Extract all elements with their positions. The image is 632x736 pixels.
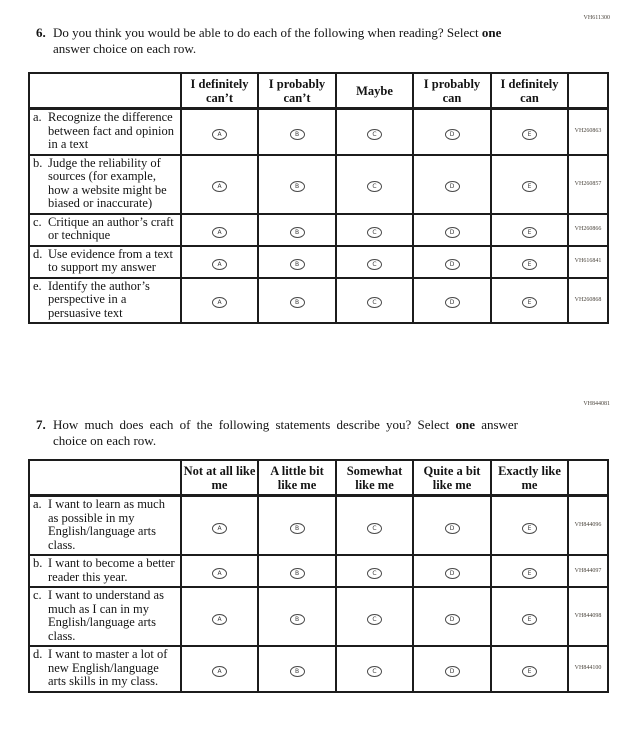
answer-bubble-c[interactable]: C <box>367 259 382 270</box>
row-label: I want to become a better reader this year. <box>48 556 175 584</box>
question-text: How much does each of the following statements describe you? Select one answer choice on each row. <box>53 417 519 448</box>
question-6-code: VH611300 <box>583 15 610 21</box>
answer-bubble-d[interactable]: D <box>445 227 460 238</box>
row-label: Identify the author’s perspective in a persuasive text <box>48 278 150 320</box>
column-header: I probably can’t <box>258 73 336 109</box>
answer-bubble-e[interactable]: E <box>522 129 537 140</box>
response-matrix-q7 <box>28 459 609 693</box>
answer-bubble-d[interactable]: D <box>445 297 460 308</box>
item-code: VH260868 <box>568 278 608 324</box>
table-row <box>29 555 608 587</box>
item-code: VH844098 <box>568 587 608 646</box>
row-label: Critique an author’s craft or technique <box>48 214 174 242</box>
question-7-prompt <box>36 417 632 449</box>
empty-header-cell <box>29 460 181 496</box>
answer-bubble-b[interactable]: B <box>290 259 305 270</box>
answer-bubble-b[interactable]: B <box>290 227 305 238</box>
column-header: Quite a bit like me <box>413 460 491 496</box>
question-6-prompt <box>36 25 632 57</box>
answer-bubble-b[interactable]: B <box>290 666 305 677</box>
answer-bubble-a[interactable]: A <box>212 666 227 677</box>
question-6 <box>0 15 632 324</box>
answer-bubble-c[interactable]: C <box>367 568 382 579</box>
table-row <box>29 214 608 246</box>
answer-bubble-a[interactable]: A <box>212 259 227 270</box>
answer-bubble-e[interactable]: E <box>522 666 537 677</box>
row-label: I want to understand as much as I can in my English/language arts class. <box>48 588 164 643</box>
row-letter: a. <box>33 110 42 124</box>
question-7 <box>0 401 632 693</box>
row-letter: d. <box>33 647 43 661</box>
answer-bubble-d[interactable]: D <box>445 523 460 534</box>
table-row <box>29 496 608 556</box>
item-code: VH844100 <box>568 646 608 692</box>
answer-bubble-c[interactable]: C <box>367 523 382 534</box>
column-header: Exactly like me <box>491 460 568 496</box>
answer-bubble-c[interactable]: C <box>367 181 382 192</box>
item-code: VH260863 <box>568 109 608 155</box>
column-header: A little bit like me <box>258 460 336 496</box>
answer-bubble-d[interactable]: D <box>445 129 460 140</box>
row-letter: c. <box>33 588 42 602</box>
answer-bubble-c[interactable]: C <box>367 666 382 677</box>
answer-bubble-e[interactable]: E <box>522 614 537 625</box>
answer-bubble-c[interactable]: C <box>367 297 382 308</box>
answer-bubble-d[interactable]: D <box>445 568 460 579</box>
row-label: I want to master a lot of new English/​language arts skills in my class. <box>48 647 168 688</box>
answer-bubble-b[interactable]: B <box>290 129 305 140</box>
answer-bubble-b[interactable]: B <box>290 181 305 192</box>
header-row <box>29 460 608 496</box>
empty-header-cell <box>29 73 181 109</box>
table-row <box>29 246 608 278</box>
row-label: Recognize the difference between fact and opinion in a text <box>48 110 174 151</box>
answer-bubble-d[interactable]: D <box>445 181 460 192</box>
table-row <box>29 278 608 324</box>
answer-bubble-e[interactable]: E <box>522 568 537 579</box>
question-number: 7. <box>36 417 46 432</box>
header-row <box>29 73 608 109</box>
answer-bubble-d[interactable]: D <box>445 614 460 625</box>
answer-bubble-a[interactable]: A <box>212 297 227 308</box>
row-letter: c. <box>33 214 42 229</box>
answer-bubble-e[interactable]: E <box>522 227 537 238</box>
item-code: VH616841 <box>568 246 608 278</box>
item-code: VH844097 <box>568 555 608 587</box>
answer-bubble-a[interactable]: A <box>212 181 227 192</box>
row-letter: e. <box>33 278 42 293</box>
answer-bubble-c[interactable]: C <box>367 129 382 140</box>
empty-header-cell <box>568 73 608 109</box>
row-letter: b. <box>33 155 43 170</box>
answer-bubble-d[interactable]: D <box>445 666 460 677</box>
row-letter: b. <box>33 556 43 570</box>
row-letter: d. <box>33 246 43 261</box>
empty-header-cell <box>568 460 608 496</box>
question-text: Do you think you would be able to do each of the following when reading? Select one answer choice on each row. <box>53 25 502 56</box>
answer-bubble-a[interactable]: A <box>212 568 227 579</box>
answer-bubble-e[interactable]: E <box>522 523 537 534</box>
item-code: VH844096 <box>568 496 608 556</box>
answer-bubble-b[interactable]: B <box>290 297 305 308</box>
answer-bubble-a[interactable]: A <box>212 614 227 625</box>
answer-bubble-a[interactable]: A <box>212 129 227 140</box>
answer-bubble-a[interactable]: A <box>212 227 227 238</box>
column-header: I definitely can <box>491 73 568 109</box>
answer-bubble-e[interactable]: E <box>522 259 537 270</box>
row-label: I want to learn as much as possible in my English/language arts class. <box>48 497 165 552</box>
answer-bubble-e[interactable]: E <box>522 181 537 192</box>
item-code: VH260857 <box>568 155 608 214</box>
answer-bubble-a[interactable]: A <box>212 523 227 534</box>
row-label: Use evidence from a text to support my answer <box>48 246 173 274</box>
column-header: I definitely can’t <box>181 73 258 109</box>
row-label: Judge the reliability of sources (for example, how a website might be biased or inaccurate) <box>48 155 167 210</box>
table-row <box>29 109 608 155</box>
column-header: I probably can <box>413 73 491 109</box>
answer-bubble-b[interactable]: B <box>290 523 305 534</box>
row-letter: a. <box>33 497 42 511</box>
question-7-code: VH844081 <box>583 401 610 407</box>
item-code: VH260866 <box>568 214 608 246</box>
column-header: Somewhat like me <box>336 460 413 496</box>
response-matrix-q6 <box>28 72 609 324</box>
question-number: 6. <box>36 25 46 40</box>
answer-bubble-b[interactable]: B <box>290 568 305 579</box>
answer-bubble-d[interactable]: D <box>445 259 460 270</box>
answer-bubble-c[interactable]: C <box>367 227 382 238</box>
table-row <box>29 587 608 646</box>
table-row <box>29 646 608 692</box>
column-header: Not at all like me <box>181 460 258 496</box>
table-row <box>29 155 608 214</box>
answer-bubble-b[interactable]: B <box>290 614 305 625</box>
answer-bubble-c[interactable]: C <box>367 614 382 625</box>
answer-bubble-e[interactable]: E <box>522 297 537 308</box>
column-header: Maybe <box>336 73 413 109</box>
